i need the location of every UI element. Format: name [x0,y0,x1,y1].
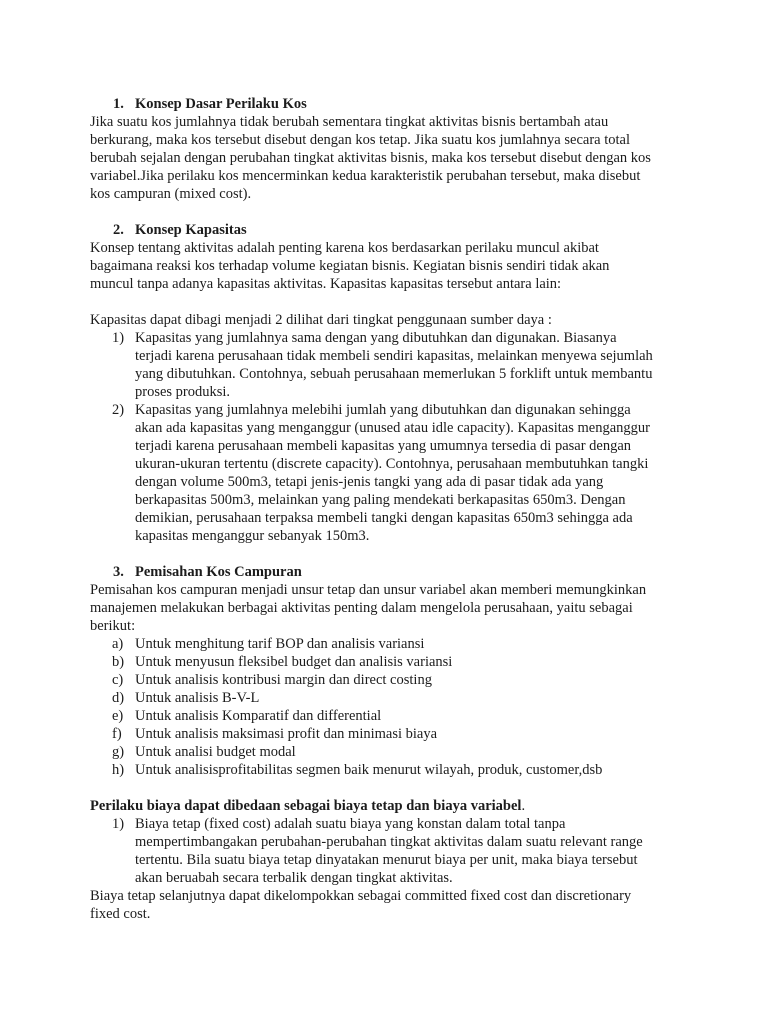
list-item [90,635,690,653]
paragraph-line: variabel.Jika perilaku kos mencerminkan kedua karakteristik perubahan tersebut, maka disebut [90,168,641,184]
item-line: tertentu. Bila suatu biaya tetap dinyatakan menurut biaya per unit, maka biaya tersebut [135,852,638,868]
item-line: Kapasitas yang jumlahnya melebihi jumlah yang dibutuhkan dan digunakan sehingga [135,402,631,418]
capacity-list [90,329,690,545]
list-item [90,401,690,545]
section-3-paragraph [90,581,690,635]
item-line: ukuran-ukuran tertentu (discrete capacity). Contohnya, perusahaan membutuhkan tangki [135,456,649,472]
item-line: Biaya tetap (fixed cost) adalah suatu biaya yang konstan dalam total tanpa [135,816,566,832]
list-marker: b) [112,654,125,670]
paragraph-line: fixed cost. [90,906,151,922]
paragraph-line: muncul tanpa adanya kapasitas aktivitas. Kapasitas kapasitas tersebut antara lain: [90,276,562,292]
item-text: Untuk analisis maksimasi profit dan minimasi biaya [135,726,438,742]
item-line: mempertimbangakan perubahan-perubahan tingkat aktivitas dalam suatu relevant range [135,834,643,850]
section-4-title: Perilaku biaya dapat dibedaan sebagai biaya tetap dan biaya variabel [90,798,522,814]
section-4-heading [90,797,690,815]
item-line: berkapasitas 500m3, melainkan yang paling mendekati berkapasitas 650m3. Dengan [135,492,626,508]
list-marker: 2) [112,402,125,418]
item-line: yang dibutuhkan. Contohnya, sebuah perusahaan memerlukan 5 forklift untuk membantu [135,366,653,382]
item-line: Kapasitas yang jumlahnya sama dengan yang dibutuhkan dan digunakan. Biasanya [135,330,617,346]
paragraph-line: berikut: [90,618,136,634]
section-3-title: Pemisahan Kos Campuran [135,564,302,580]
item-line: terjadi karena perusahaan tidak membeli sendiri kapasitas, melainkan menyewa sejumlah [135,348,653,364]
paragraph-line: kos campuran (mixed cost). [90,186,252,202]
list-item [90,329,690,401]
section-1-heading [90,95,690,113]
item-text: Untuk analisis B-V-L [135,690,260,706]
item-line: akan beruabah secara terbalik dengan tingkat aktivitas. [135,870,453,886]
paragraph-line: manajemen melakukan berbagai aktivitas penting dalam mengelola perusahaan, yaitu sebagai [90,600,633,616]
section-2-number: 2. [113,222,124,238]
section-3-number: 3. [113,564,124,580]
usage-list [90,635,690,779]
section-1-title: Konsep Dasar Perilaku Kos [135,96,307,112]
section-2-heading [90,221,690,239]
paragraph-line: Konsep tentang aktivitas adalah penting karena kos berdasarkan perilaku muncul akibat [90,240,599,256]
section-3-heading [90,563,690,581]
list-item [90,707,690,725]
item-line: kapasitas menganggur sebanyak 150m3. [135,528,370,544]
item-text: Untuk analisis kontribusi margin dan direct costing [135,672,432,688]
list-marker: g) [112,744,125,760]
list-marker: h) [112,762,125,778]
item-text: Untuk analisisprofitabilitas segmen baik menurut wilayah, produk, customer,dsb [135,762,603,778]
list-item [90,743,690,761]
list-item [90,689,690,707]
document-page [90,95,690,923]
item-line: dengan volume 500m3, tetapi jenis-jenis tangki yang ada di pasar tidak ada yang [135,474,604,490]
paragraph-line: Jika suatu kos jumlahnya tidak berubah sementara tingkat aktivitas bisnis bertambah atau [90,114,609,130]
item-line: demikian, perusahaan terpaksa membeli tangki dengan kapasitas 650m3 sehingga ada [135,510,633,526]
paragraph-line: bagaimana reaksi kos terhadap volume kegiatan bisnis. Kegiatan bisnis sendiri tidak akan [90,258,610,274]
paragraph-line: berubah sejalan dengan perubahan tingkat aktivitas bisnis, maka kos tersebut disebut dengan kos [90,150,651,166]
list-marker: e) [112,708,124,724]
item-line: akan ada kapasitas yang menganggur (unused atau idle capacity). Kapasitas menganggur [135,420,650,436]
item-line: proses produksi. [135,384,231,400]
item-line: terjadi karena perusahaan membeli kapasitas yang umumnya tersedia di pasar dengan [135,438,632,454]
section-4-title-tail: . [521,798,526,814]
section-2-intro: Kapasitas dapat dibagi menjadi 2 dilihat dari tingkat penggunaan sumber daya : [90,312,552,328]
list-marker: 1) [112,816,125,832]
section-2-paragraph [90,239,690,293]
list-marker: d) [112,690,125,706]
list-marker: c) [112,672,124,688]
list-item [90,761,690,779]
item-text: Untuk menghitung tarif BOP dan analisis variansi [135,636,425,652]
section-1-number: 1. [113,96,124,112]
paragraph-line: Biaya tetap selanjutnya dapat dikelompokkan sebagai committed fixed cost dan discretionary [90,888,632,904]
section-2-title: Konsep Kapasitas [135,222,247,238]
list-marker: f) [112,726,122,742]
list-item [90,671,690,689]
item-text: Untuk analisi budget modal [135,744,296,760]
list-marker: a) [112,636,124,652]
paragraph-line: Pemisahan kos campuran menjadi unsur tetap dan unsur variabel akan memberi memungkinkan [90,582,647,598]
item-text: Untuk analisis Komparatif dan differential [135,708,382,724]
paragraph-line: berkurang, maka kos tersebut disebut dengan kos tetap. Jika suatu kos jumlahnya secara total [90,132,630,148]
list-item [90,725,690,743]
cost-behavior-list [90,815,690,887]
list-item [90,815,690,887]
section-1-paragraph [90,113,690,203]
section-4-closing [90,887,690,923]
item-text: Untuk menyusun fleksibel budget dan analisis variansi [135,654,453,670]
list-marker: 1) [112,330,125,346]
list-item [90,653,690,671]
